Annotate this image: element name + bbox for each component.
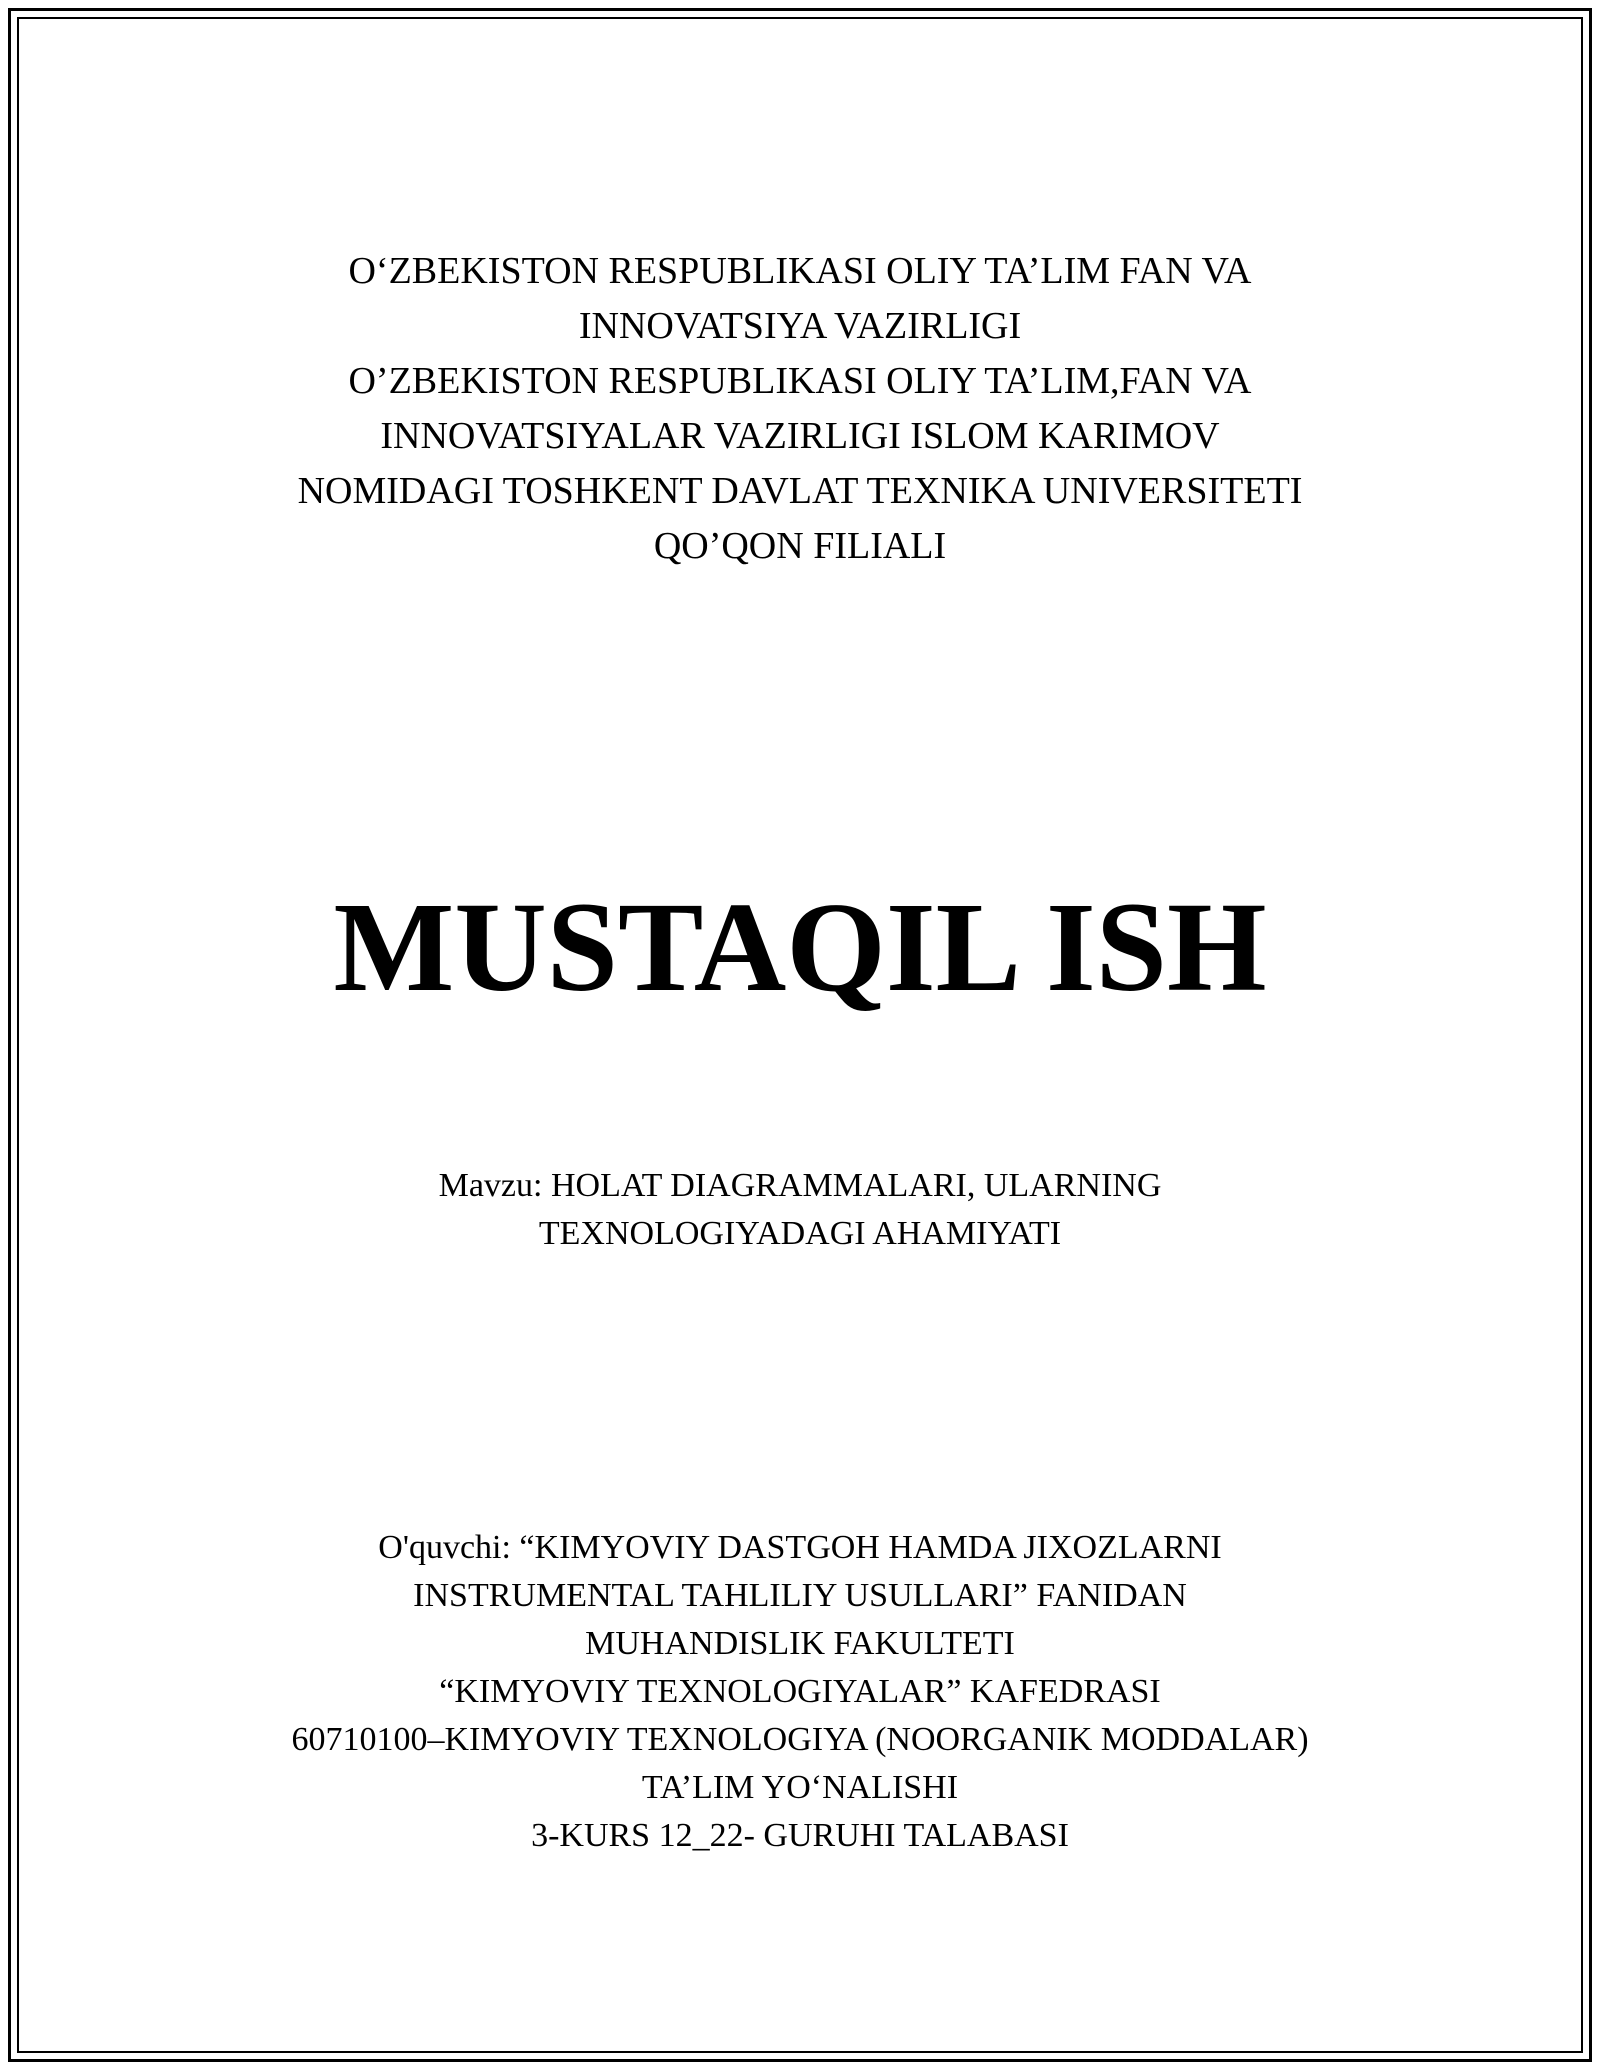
student-info-block — [0, 1524, 1600, 1860]
student-info-line: O'quvchi: “KIMYOVIY DASTGOH HAMDA JIXOZLARNI — [378, 1529, 1222, 1566]
student-info-line: MUHANDISLIK FAKULTETI — [585, 1625, 1015, 1662]
student-info-line: “KIMYOVIY TEXNOLOGIYALAR” KAFEDRASI — [439, 1673, 1161, 1710]
student-info-line: INSTRUMENTAL TAHLILIY USULLARI” FANIDAN — [413, 1577, 1187, 1614]
header-line: INNOVATSIYA VAZIRLIGI — [578, 305, 1022, 347]
student-info-line: 3-KURS 12_22- GURUHI TALABASI — [531, 1817, 1069, 1854]
header-line: QO’QON FILIALI — [653, 525, 947, 567]
topic-line: Mavzu: HOLAT DIAGRAMMALARI, ULARNING — [438, 1167, 1162, 1204]
student-info-line: 60710100–KIMYOVIY TEXNOLOGIYA (NOORGANIK MODDALAR) — [291, 1721, 1309, 1758]
document-title: MUSTAQIL ISH — [333, 876, 1267, 1018]
topic-line: TEXNOLOGIYADAGI AHAMIYATI — [538, 1215, 1062, 1252]
header-line: NOMIDAGI TOSHKENT DAVLAT TEXNIKA UNIVERSITETI — [297, 470, 1303, 512]
student-info-line: TA’LIM YO‘NALISHI — [641, 1769, 959, 1806]
header-line: O‘ZBEKISTON RESPUBLIKASI OLIY TA’LIM FAN VA — [348, 250, 1252, 292]
header-line: INNOVATSIYALAR VAZIRLIGI ISLOM KARIMOV — [380, 415, 1220, 457]
header-line: O’ZBEKISTON RESPUBLIKASI OLIY TA’LIM,FAN VA — [348, 360, 1252, 402]
topic-block — [0, 1162, 1600, 1258]
institution-header — [0, 244, 1600, 574]
